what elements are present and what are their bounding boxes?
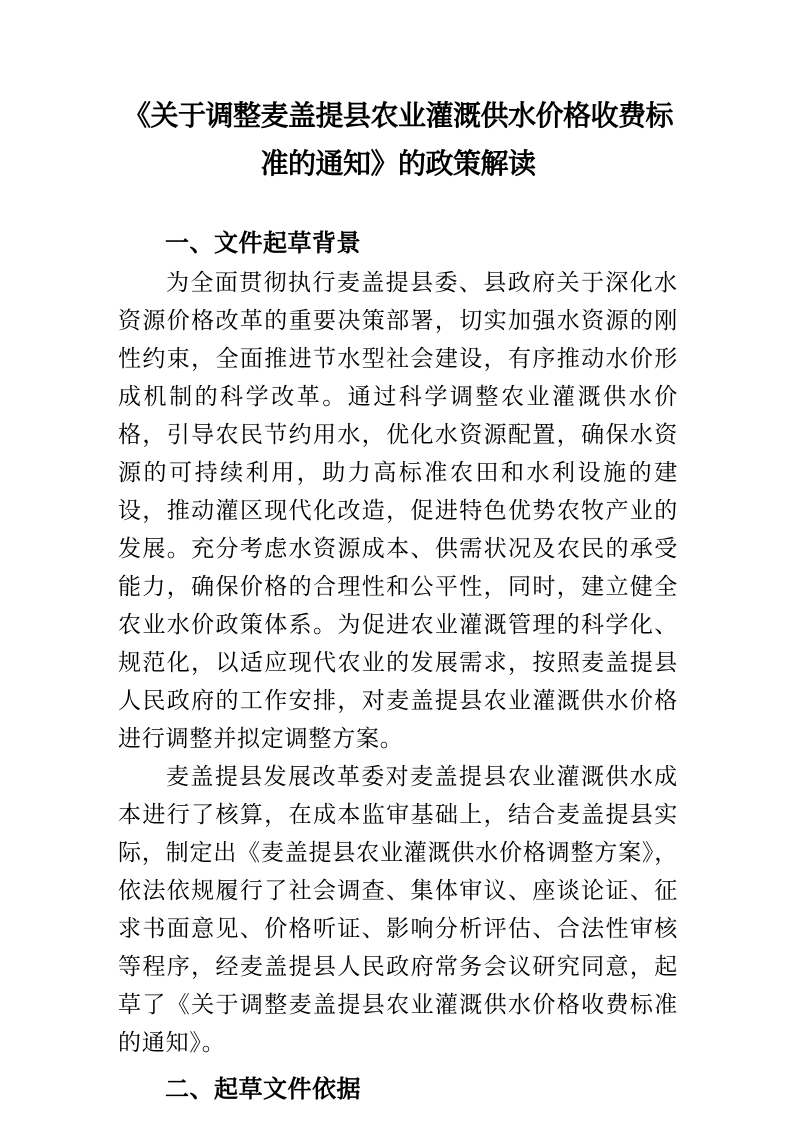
section-heading-background: 一、文件起草背景 [165, 230, 361, 257]
paragraph-background-1: 为全面贯彻执行麦盖提县委、县政府关于深化水资源价格改革的重要决策部署，切实加强水资源的刚性约束，全面推进节水型社会建设，有序推动水价形成机制的科学改革。通过科学调整农业灌溉供水价格，引导农民节约用水，优化水资源配置，确保水资源的可持续利用，助力高标准农田和水利设施的建设，推动灌区现代化改造，促进特色优势农牧产业的发展。充分考虑水资源成本、供需状况及农民的承受能力，确保价格的合理性和公平性，同时，建立健全农业水价政策体系。为促进农业灌溉管理的科学化、规范化，以适应现代农业的发展需求，按照麦盖提县人民政府的工作安排，对麦盖提县农业灌溉供水价格进行调整并拟定调整方案。 [118, 270, 678, 751]
paragraph-background-2: 麦盖提县发展改革委对麦盖提县农业灌溉供水成本进行了核算，在成本监审基础上，结合麦盖提县实际，制定出《麦盖提县农业灌溉供水价格调整方案》，依法依规履行了社会调查、集体审议、座谈论证、征求书面意见、价格听证、影响分析评估、合法性审核等程序，经麦盖提县人民政府常务会议研究同意，起草了《关于调整麦盖提县农业灌溉供水价格收费标准的通知》。 [118, 764, 678, 1055]
document-title: 《关于调整麦盖提县农业灌溉供水价格收费标准的通知》的政策解读 [122, 101, 673, 180]
section-heading-basis: 二、起草文件依据 [165, 1076, 361, 1103]
